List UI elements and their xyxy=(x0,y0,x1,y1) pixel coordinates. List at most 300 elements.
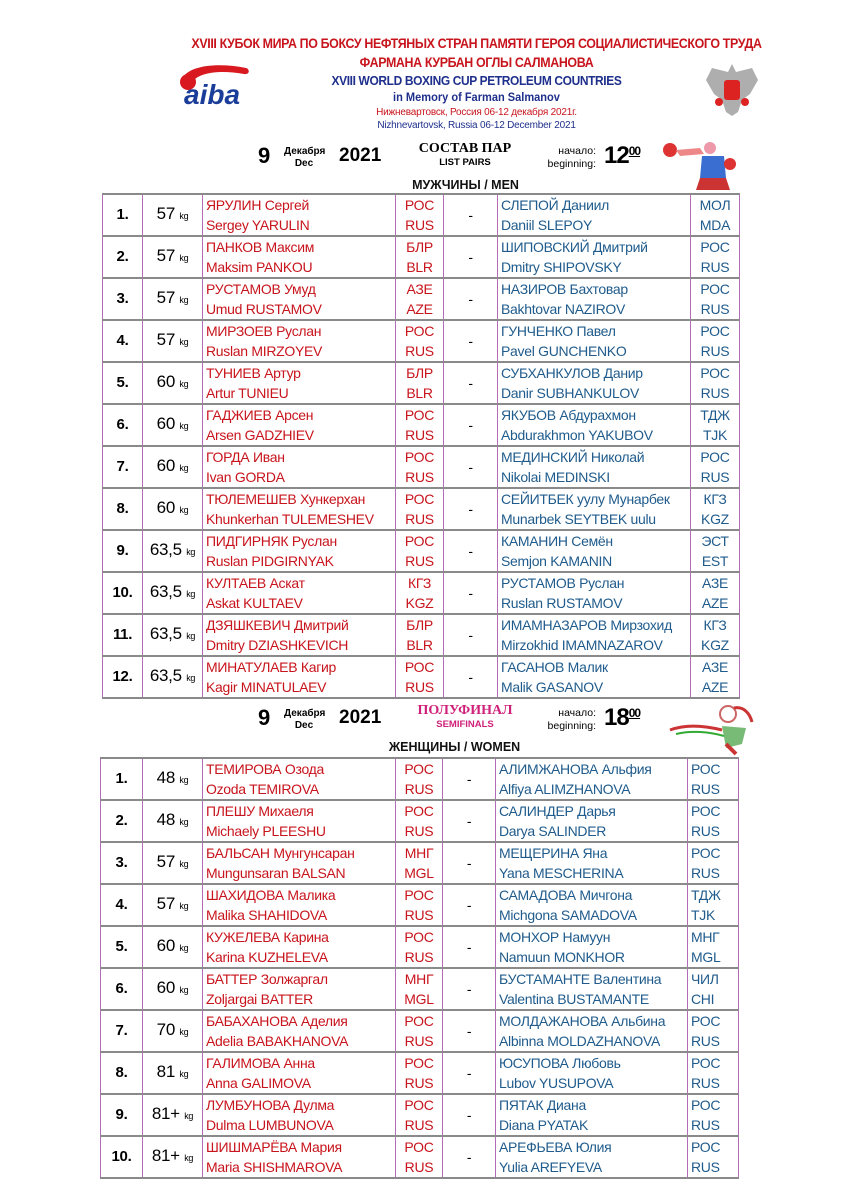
red-name-ru: ГАДЖИЕВ Арсен xyxy=(206,407,314,423)
blue-corner-country xyxy=(691,404,740,446)
weight-class xyxy=(143,572,203,614)
red-corner-boxer xyxy=(203,446,396,488)
blue-corner-boxer xyxy=(498,278,691,320)
red-country-ru: РОС xyxy=(404,323,435,339)
blue-name-ru: МЕДИНСКИЙ Николай xyxy=(501,449,645,465)
red-country-en: BLR xyxy=(406,385,433,401)
weight-unit: kg xyxy=(179,463,189,473)
blue-corner-boxer xyxy=(498,362,691,404)
blue-name-en: Daniil SLEPOY xyxy=(501,217,593,233)
blue-name-en: Ruslan RUSTAMOV xyxy=(501,595,623,611)
red-name-en: Khunkerhan TULEMESHEV xyxy=(206,511,374,527)
red-country-en: RUS xyxy=(404,1075,434,1091)
red-corner-boxer xyxy=(203,404,396,446)
blue-country-ru: РОС xyxy=(691,1139,721,1155)
red-corner-country xyxy=(396,614,444,656)
weight-class xyxy=(143,842,203,884)
blue-corner-country xyxy=(688,800,739,842)
red-name-ru: ГОРДА Иван xyxy=(206,449,285,465)
blue-name-en: Valentina BUSTAMANTE xyxy=(499,991,649,1007)
bout-result: - xyxy=(444,404,498,446)
men-month xyxy=(284,146,324,170)
red-country-en: RUS xyxy=(405,553,434,569)
pair-row xyxy=(101,758,739,800)
red-corner-country xyxy=(396,1094,443,1136)
red-name-en: Anna GALIMOVA xyxy=(206,1075,311,1091)
blue-name-ru: ИМАМНАЗАРОВ Мирзохид xyxy=(501,617,672,633)
blue-country-ru: РОС xyxy=(700,281,730,297)
red-name-ru: ШАХИДОВА Малика xyxy=(206,887,336,903)
red-name-ru: ШИШМАРЁВА Мария xyxy=(206,1139,342,1155)
red-corner-country xyxy=(396,446,444,488)
red-country-ru: РОС xyxy=(404,659,435,675)
pair-row xyxy=(101,1094,739,1136)
red-corner-boxer xyxy=(203,194,396,236)
blue-name-ru: ШИПОВСКИЙ Дмитрий xyxy=(501,239,648,255)
bout-number: 9. xyxy=(101,1094,143,1136)
blue-corner-country xyxy=(691,320,740,362)
bout-result: - xyxy=(443,884,496,926)
blue-country-ru: МНГ xyxy=(691,929,720,945)
blue-name-ru: БУСТАМАНТЕ Валентина xyxy=(499,971,662,987)
weight-value: 60 xyxy=(156,978,175,997)
blue-name-en: Yulia AREFYEVA xyxy=(499,1159,602,1175)
weight-value: 57 xyxy=(156,204,175,223)
red-name-en: Dulma LUMBUNOVA xyxy=(206,1117,334,1133)
red-country-en: BLR xyxy=(406,259,433,275)
red-country-ru: РОС xyxy=(404,803,434,819)
blue-corner-boxer xyxy=(498,488,691,530)
bout-result: - xyxy=(443,1052,496,1094)
blue-country-en: RUS xyxy=(700,343,730,359)
red-country-en: MGL xyxy=(404,991,434,1007)
blue-country-en: EST xyxy=(701,553,729,569)
red-corner-country xyxy=(396,968,443,1010)
blue-corner-boxer xyxy=(498,404,691,446)
blue-country-ru: РОС xyxy=(700,365,730,381)
red-corner-country xyxy=(396,320,444,362)
weight-value: 70 xyxy=(156,1020,175,1039)
red-name-ru: ДЗЯШКЕВИЧ Дмитрий xyxy=(206,617,349,633)
blue-country-ru: РОС xyxy=(691,761,721,777)
bout-number: 7. xyxy=(101,1010,143,1052)
title-en-line1: XVIII WORLD BOXING CUP PETROLEUM COUNTRIES xyxy=(331,73,622,88)
red-corner-country xyxy=(396,884,443,926)
red-corner-country xyxy=(396,842,443,884)
blue-corner-boxer xyxy=(496,884,688,926)
pair-row xyxy=(103,656,740,698)
bout-number: 1. xyxy=(103,194,143,236)
red-corner-country xyxy=(396,926,443,968)
bout-result: - xyxy=(444,446,498,488)
blue-corner-boxer xyxy=(496,1052,688,1094)
women-title-en: SEMIFINALS xyxy=(436,719,494,730)
pair-row xyxy=(103,614,740,656)
blue-country-ru: КГЗ xyxy=(703,617,727,633)
weight-class xyxy=(143,1094,203,1136)
red-corner-boxer xyxy=(203,968,396,1010)
red-corner-boxer xyxy=(203,572,396,614)
red-corner-boxer xyxy=(203,530,396,572)
red-corner-boxer xyxy=(203,884,396,926)
weight-class xyxy=(143,530,203,572)
bout-number: 2. xyxy=(103,236,143,278)
weight-value: 57 xyxy=(156,330,175,349)
blue-corner-country xyxy=(688,758,739,800)
weight-class xyxy=(143,1052,203,1094)
bout-result: - xyxy=(443,1094,496,1136)
blue-name-ru: ПЯТАК Диана xyxy=(499,1097,586,1113)
weight-unit: kg xyxy=(179,1069,189,1079)
pair-row xyxy=(103,530,740,572)
blue-country-en: MDA xyxy=(699,217,731,233)
blue-corner-boxer xyxy=(498,236,691,278)
men-start-time xyxy=(604,142,640,170)
pair-row xyxy=(103,194,740,236)
weight-value: 57 xyxy=(156,894,175,913)
bout-result: - xyxy=(443,926,496,968)
pair-row xyxy=(103,488,740,530)
red-corner-country xyxy=(396,278,444,320)
blue-country-ru: РОС xyxy=(691,1055,721,1071)
bout-result: - xyxy=(444,572,498,614)
men-pairs-table xyxy=(102,193,740,699)
women-year: 2021 xyxy=(339,707,382,728)
pair-row xyxy=(101,884,739,926)
bout-number: 1. xyxy=(101,758,143,800)
weight-value: 48 xyxy=(156,810,175,829)
men-begin-ru: начало: xyxy=(558,145,596,157)
red-corner-boxer xyxy=(203,488,396,530)
weight-value: 63,5 xyxy=(149,582,182,601)
red-country-ru: РОС xyxy=(404,1139,434,1155)
bout-number: 6. xyxy=(101,968,143,1010)
red-name-en: Maria SHISHMAROVA xyxy=(206,1159,343,1175)
red-name-ru: КУЖЕЛЕВА Карина xyxy=(206,929,329,945)
red-name-en: Adelia BABAKHANOVA xyxy=(206,1033,349,1049)
red-name-ru: МИРЗОЕВ Руслан xyxy=(206,323,322,339)
weight-class xyxy=(143,758,203,800)
red-name-ru: БАЛЬСАН Мунгунсаран xyxy=(206,845,355,861)
pair-row xyxy=(103,362,740,404)
red-country-en: RUS xyxy=(404,907,434,923)
weight-unit: kg xyxy=(179,943,189,953)
women-month-ru: Декабря xyxy=(284,708,326,719)
red-corner-country xyxy=(396,488,444,530)
weight-unit: kg xyxy=(179,379,189,389)
red-country-ru: БЛР xyxy=(406,617,433,633)
red-corner-boxer xyxy=(203,236,396,278)
red-name-en: Umud RUSTAMOV xyxy=(206,301,322,317)
weight-class xyxy=(143,488,203,530)
weight-value: 57 xyxy=(156,246,175,265)
red-corner-boxer xyxy=(203,278,396,320)
pair-row xyxy=(103,278,740,320)
red-name-ru: ЛУМБУНОВА Дулма xyxy=(206,1097,335,1113)
red-country-en: RUS xyxy=(404,1033,434,1049)
weight-unit: kg xyxy=(179,985,189,995)
blue-name-en: Munarbek SEYTBEK uulu xyxy=(501,511,656,527)
title-ru-line1: XVIII КУБОК МИРА ПО БОКСУ НЕФТЯНЫХ СТРАН ПАМЯТИ ГЕРОЯ СОЦИАЛИСТИЧЕСКОГО ТРУДА xyxy=(191,36,762,51)
blue-corner-country xyxy=(688,1094,739,1136)
weight-class xyxy=(143,320,203,362)
red-corner-boxer xyxy=(203,842,396,884)
bout-result: - xyxy=(443,800,496,842)
blue-country-en: RUS xyxy=(691,865,720,881)
blue-country-en: KGZ xyxy=(701,637,729,653)
red-country-en: RUS xyxy=(404,1159,434,1175)
blue-corner-boxer xyxy=(498,614,691,656)
blue-corner-boxer xyxy=(498,530,691,572)
weight-class xyxy=(143,614,203,656)
bout-number: 9. xyxy=(103,530,143,572)
blue-corner-boxer xyxy=(496,1094,688,1136)
weight-value: 81 xyxy=(156,1062,175,1081)
bout-result: - xyxy=(444,236,498,278)
red-name-en: Ruslan MIRZOYEV xyxy=(206,343,323,359)
blue-country-en: RUS xyxy=(691,823,720,839)
men-title-ru: СОСТАВ ПАР xyxy=(418,141,512,156)
pair-row xyxy=(103,236,740,278)
blue-name-ru: МОЛДАЖАНОВА Альбина xyxy=(499,1013,666,1029)
red-country-en: RUS xyxy=(405,469,434,485)
pair-row xyxy=(101,1052,739,1094)
weight-unit: kg xyxy=(179,253,189,263)
red-name-en: Ivan GORDA xyxy=(206,469,285,485)
blue-name-en: Alfiya ALIMZHANOVA xyxy=(499,781,631,797)
red-country-en: RUS xyxy=(404,781,434,797)
blue-corner-country xyxy=(691,278,740,320)
red-country-ru: АЗЕ xyxy=(406,281,433,297)
weight-unit: kg xyxy=(179,817,189,827)
blue-corner-boxer xyxy=(496,758,688,800)
pair-row xyxy=(101,800,739,842)
blue-name-ru: КАМАНИН Семён xyxy=(501,533,613,549)
blue-country-en: RUS xyxy=(700,301,730,317)
blue-name-en: Darya SALINDER xyxy=(499,823,607,839)
blue-name-en: Pavel GUNCHENKO xyxy=(501,343,627,359)
women-day: 9 xyxy=(258,705,271,730)
blue-country-en: TJK xyxy=(703,427,727,443)
pair-row xyxy=(103,320,740,362)
red-corner-boxer xyxy=(203,758,396,800)
blue-name-en: Lubov YUSUPOVA xyxy=(499,1075,614,1091)
red-country-en: MGL xyxy=(404,865,434,881)
bout-result: - xyxy=(444,320,498,362)
red-country-en: KGZ xyxy=(405,595,434,611)
red-corner-country xyxy=(396,572,444,614)
red-country-en: AZE xyxy=(406,301,433,317)
red-name-en: Mungunsaran BALSAN xyxy=(206,865,346,881)
blue-name-en: Malik GASANOV xyxy=(501,679,603,695)
blue-corner-boxer xyxy=(496,800,688,842)
red-name-en: Karina KUZHELEVA xyxy=(206,949,328,965)
blue-corner-country xyxy=(691,530,740,572)
red-country-ru: РОС xyxy=(404,197,435,213)
men-time-hour: 12 xyxy=(604,142,629,169)
blue-name-ru: ГАСАНОВ Малик xyxy=(501,659,608,675)
pair-row xyxy=(101,842,739,884)
bout-result: - xyxy=(444,278,498,320)
women-start-time xyxy=(604,704,640,732)
blue-corner-country xyxy=(691,194,740,236)
blue-corner-country xyxy=(688,1136,739,1178)
red-country-ru: БЛР xyxy=(406,239,433,255)
red-corner-boxer xyxy=(203,362,396,404)
weight-unit: kg xyxy=(179,337,189,347)
pair-row xyxy=(101,926,739,968)
weight-class xyxy=(143,1136,203,1178)
bout-number: 4. xyxy=(103,320,143,362)
red-country-ru: МНГ xyxy=(404,971,434,987)
weight-unit: kg xyxy=(186,589,196,599)
red-corner-country xyxy=(396,758,443,800)
pair-row xyxy=(103,404,740,446)
blue-country-ru: РОС xyxy=(700,449,730,465)
blue-country-en: RUS xyxy=(691,1117,720,1133)
blue-country-en: KGZ xyxy=(701,511,729,527)
weight-value: 48 xyxy=(156,768,175,787)
men-begin-en: beginning: xyxy=(547,158,596,170)
place-en: Nizhnevartovsk, Russia 06-12 December 2021 xyxy=(377,120,576,131)
women-time-hour: 18 xyxy=(604,704,629,731)
svg-text:aiba: aiba xyxy=(184,79,241,108)
red-name-ru: ЯРУЛИН Сергей xyxy=(206,197,310,213)
blue-name-en: Mirzokhid IMAMNAZAROV xyxy=(501,637,663,653)
red-corner-country xyxy=(396,1052,443,1094)
red-country-ru: РОС xyxy=(404,1097,434,1113)
weight-value: 60 xyxy=(156,372,175,391)
red-corner-boxer xyxy=(203,800,396,842)
weight-class xyxy=(143,278,203,320)
blue-name-en: Diana PYATAK xyxy=(499,1117,588,1133)
blue-country-ru: РОС xyxy=(691,803,721,819)
blue-country-ru: ТДЖ xyxy=(700,407,730,423)
women-time-min: 00 xyxy=(628,706,641,720)
blue-corner-boxer xyxy=(496,1010,688,1052)
weight-unit: kg xyxy=(186,631,196,641)
pair-row xyxy=(103,446,740,488)
men-year: 2021 xyxy=(339,145,382,166)
weight-value: 63,5 xyxy=(149,624,182,643)
weight-value: 63,5 xyxy=(149,666,182,685)
blue-country-ru: РОС xyxy=(691,845,721,861)
blue-corner-country xyxy=(691,236,740,278)
red-name-ru: ПИДГИРНЯК Руслан xyxy=(206,533,337,549)
bout-number: 7. xyxy=(103,446,143,488)
women-beginning-label xyxy=(540,707,596,733)
title-en-line2: in Memory of Farman Salmanov xyxy=(393,90,560,104)
bout-result: - xyxy=(444,656,498,698)
weight-value: 81+ xyxy=(151,1146,180,1165)
red-country-en: RUS xyxy=(405,217,434,233)
blue-corner-country xyxy=(691,656,740,698)
women-month xyxy=(284,708,324,732)
bout-number: 12. xyxy=(103,656,143,698)
blue-name-en: Albinna MOLDAZHANOVA xyxy=(499,1033,661,1049)
blue-country-ru: ЧИЛ xyxy=(691,971,719,987)
red-name-en: Sergey YARULIN xyxy=(206,217,310,233)
red-corner-boxer xyxy=(203,1094,396,1136)
bout-number: 8. xyxy=(103,488,143,530)
blue-corner-country xyxy=(688,1052,739,1094)
pair-row xyxy=(103,572,740,614)
men-month-ru: Декабря xyxy=(284,146,326,157)
weight-value: 81+ xyxy=(151,1104,180,1123)
red-country-ru: РОС xyxy=(404,761,434,777)
blue-name-ru: СЛЕПОЙ Даниил xyxy=(501,197,609,213)
blue-name-en: Yana MESCHERINA xyxy=(499,865,624,881)
blue-name-ru: ЮСУПОВА Любовь xyxy=(499,1055,621,1071)
red-name-ru: МИНАТУЛАЕВ Кагир xyxy=(206,659,337,675)
bout-number: 6. xyxy=(103,404,143,446)
weight-value: 60 xyxy=(156,936,175,955)
blue-name-ru: ЯКУБОВ Абдурахмон xyxy=(501,407,636,423)
blue-country-en: RUS xyxy=(700,469,730,485)
blue-country-ru: РОС xyxy=(691,1013,721,1029)
blue-country-ru: ТДЖ xyxy=(691,887,721,903)
red-country-en: RUS xyxy=(404,1117,434,1133)
bout-result: - xyxy=(443,1136,496,1178)
blue-corner-country xyxy=(691,446,740,488)
weight-class xyxy=(143,1010,203,1052)
red-name-en: Dmitry DZIASHKEVICH xyxy=(206,637,349,653)
weight-unit: kg xyxy=(179,775,189,785)
red-name-ru: ТЕМИРОВА Озода xyxy=(206,761,325,777)
blue-country-ru: АЗЕ xyxy=(701,659,729,675)
blue-corner-boxer xyxy=(498,194,691,236)
bout-number: 5. xyxy=(101,926,143,968)
weight-unit: kg xyxy=(179,505,189,515)
red-name-en: Kagir MINATULAEV xyxy=(206,679,327,695)
weight-class xyxy=(143,884,203,926)
women-begin-ru: начало: xyxy=(558,707,596,719)
blue-country-en: AZE xyxy=(701,595,729,611)
red-name-en: Ruslan PIDGIRNYAK xyxy=(206,553,334,569)
red-country-ru: МНГ xyxy=(404,845,434,861)
pair-row xyxy=(101,1136,739,1178)
weight-class xyxy=(143,194,203,236)
blue-name-ru: СЕЙИТБЕК уулу Мунарбек xyxy=(501,491,670,507)
weight-unit: kg xyxy=(179,1027,189,1037)
blue-corner-boxer xyxy=(498,446,691,488)
weight-unit: kg xyxy=(184,1153,194,1163)
blue-name-ru: САЛИНДЕР Дарья xyxy=(499,803,616,819)
red-corner-boxer xyxy=(203,614,396,656)
red-corner-country xyxy=(396,362,444,404)
blue-name-ru: САМАДОВА Мичгона xyxy=(499,887,633,903)
women-begin-en: beginning: xyxy=(547,720,596,732)
blue-country-en: CHI xyxy=(691,991,715,1007)
red-corner-country xyxy=(396,1136,443,1178)
blue-name-ru: РУСТАМОВ Руслан xyxy=(501,575,625,591)
red-country-en: RUS xyxy=(404,823,434,839)
weight-unit: kg xyxy=(186,673,196,683)
blue-country-en: AZE xyxy=(701,679,729,695)
blue-name-ru: МОНХОР Намуун xyxy=(499,929,611,945)
red-country-ru: КГЗ xyxy=(408,575,431,591)
blue-name-ru: ГУНЧЕНКО Павел xyxy=(501,323,616,339)
red-name-ru: РУСТАМОВ Умуд xyxy=(206,281,316,297)
red-country-ru: РОС xyxy=(404,449,435,465)
blue-country-en: RUS xyxy=(691,1075,720,1091)
blue-name-en: Danir SUBHANKULOV xyxy=(501,385,640,401)
red-name-ru: ТЮЛЕМЕШЕВ Хункерхан xyxy=(206,491,366,507)
bout-result: - xyxy=(444,362,498,404)
red-name-ru: ПЛЕШУ Михаеля xyxy=(206,803,314,819)
weight-unit: kg xyxy=(179,859,189,869)
red-corner-boxer xyxy=(203,1010,396,1052)
